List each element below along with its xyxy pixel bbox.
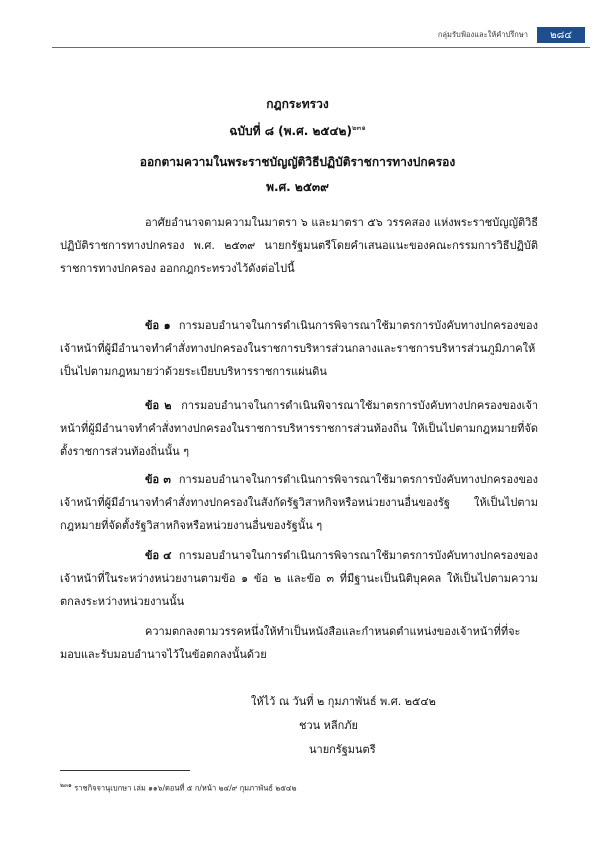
intro-paragraph [60,211,538,280]
clause-1 [60,314,538,383]
clause-3 [60,468,538,537]
header-divider [52,47,590,48]
clause-4-text: การมอบอำนาจในการดำเนินการพิจารณาใช้มาตรการบังคับทางปกครองของเจ้าหน้าที่ในระหว่างหน่วยงานตามข้อ ๑ ข้อ ๒ และข้อ ๓ ที่มีฐานะเป็นนิติบุคคล ให้เป็นไปตามความตกลงระหว่างหน่วยงานนั้น [60,549,538,608]
doc-subtitle-number [0,121,595,138]
doc-title: กฎกระทรวง [266,97,329,111]
clause-4-label: ข้อ ๔ [145,549,172,562]
clause-2-label: ข้อ ๒ [145,399,172,412]
clause-4 [60,544,538,613]
clause-2-text: การมอบอำนาจในการดำเนินพิจารณาใช้มาตรการบังคับทางปกครองของเจ้าหน้าที่ผู้มีอำนาจทำคำสั่งทางปกครองในราชการบริหารราชการส่วนท้องถิ่น ให้เป็นไปตามกฎหมายที่จัดตั้งราชการส่วนท้องถิ่นนั้น ๆ [60,399,538,458]
intro-text: อาศัยอำนาจตามความในมาตรา ๖ และมาตรา ๕๖ วรรคสอง แห่งพระราชบัญญัติวิธีปฏิบัติราชการทางปกครอง พ.ศ. ๒๕๓๙ นายกรัฐมนตรีโดยคำเสนอแนะของคณะกรรมการวิธีปฏิบัติราชการทางปกครอง ออกกฎกระทรวงไว้ดังต่อไปนี้ [60,216,538,275]
doc-subtitle-year: พ.ศ. ๒๕๓๙ [266,180,329,194]
closing-paragraph [60,620,538,666]
footnote-text: ราชกิจจานุเบกษา เล่ม ๑๑๖/ตอนที่ ๕ ก/หน้า ๒๔/๙ กุมภาพันธ์ ๒๕๔๒ [74,783,297,793]
doc-subtitle-act: ออกตามความในพระราชบัญญัติวิธีปฏิบัติราชการทางปกครอง [139,155,456,169]
footnote-reference: ๒๓๑ [351,124,366,132]
closing-text: ความตกลงตามวรรคหนึ่งให้ทำเป็นหนังสือและกำหนดตำแหน่งของเจ้าหน้าที่ที่จะมอบและรับมอบอำนาจไว้ในข้อตกลงนั้นด้วย [60,625,521,661]
footnote [60,780,297,795]
clause-3-text: การมอบอำนาจในการดำเนินการพิจารณาใช้มาตรการบังคับทางปกครองของเจ้าหน้าที่ผู้มีอำนาจทำคำสั่งทางปกครองในสังกัดรัฐวิสาหกิจหรือหน่วยงานอื่นของรัฐ ให้เป็นไปตามกฎหมายที่จัดตั้งรัฐวิสาหกิจหรือหน่วยงานอื่นของรัฐนั้น ๆ [60,473,538,532]
clause-1-text: การมอบอำนาจในการดำเนินการพิจารณาใช้มาตรการบังคับทางปกครองของเจ้าหน้าที่ผู้มีอำนาจทำคำสั่งทางปกครองในราชการบริหารส่วนกลางและราชการบริหารส่วนภูมิภาคให้เป็นไปตามกฎหมายว่าด้วยระเบียบบริหารราชการแผ่นดิน [60,319,538,378]
signature-position: นายกรัฐมนตรี [309,743,376,756]
footnote-number: ๒๓๑ [60,782,72,789]
clause-1-label: ข้อ ๑ [145,319,171,332]
signature-date: ให้ไว้ ณ วันที่ ๒ กุมภาพันธ์ พ.ศ. ๒๕๔๒ [251,695,436,708]
clause-3-label: ข้อ ๓ [145,473,171,486]
header-label: กลุ่มรับฟ้องและให้คำปรึกษา [437,30,528,39]
signature-block [251,690,436,762]
signature-name: ชวน หลีกภัย [299,719,359,732]
footnote-divider [60,770,190,771]
doc-subtitle-text: ฉบับที่ ๘ (พ.ศ. ๒๕๔๒) [229,124,352,138]
clause-2 [60,394,538,463]
page-number: ๒๘๔ [537,27,585,43]
